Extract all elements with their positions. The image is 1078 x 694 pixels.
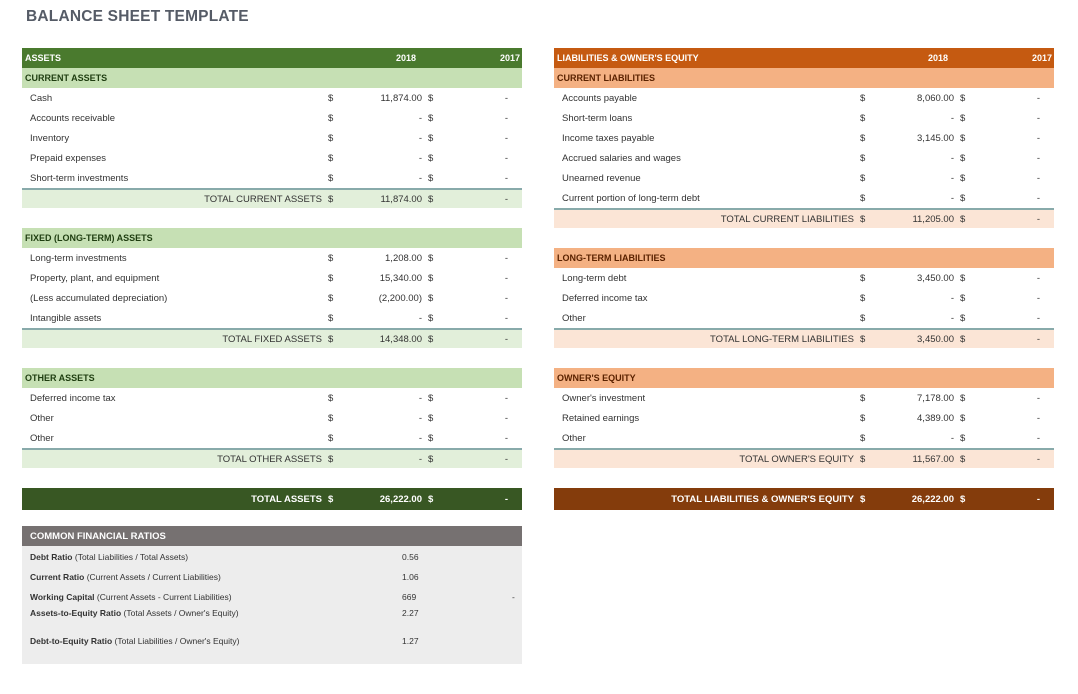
line-item-row: [22, 148, 522, 168]
spacer: [22, 208, 522, 228]
ratio-name: Current Ratio: [30, 572, 85, 582]
total-row: [554, 448, 1054, 468]
line-item-label: Long-term debt: [562, 272, 627, 284]
total-label: TOTAL CURRENT ASSETS: [204, 193, 322, 205]
total-row: [22, 448, 522, 468]
value-2017-cell[interactable]: -: [1036, 412, 1040, 424]
value-2018-cell[interactable]: -: [950, 192, 954, 204]
total-row: [22, 328, 522, 348]
ratio-name: Debt Ratio: [30, 552, 73, 562]
value-2017-cell[interactable]: -: [504, 272, 508, 284]
value-2017-cell[interactable]: -: [1036, 292, 1040, 304]
liabilities-header: LIABILITIES & OWNER'S EQUITY: [557, 53, 699, 63]
currency-symbol: $: [960, 272, 966, 284]
line-item-row: [554, 88, 1054, 108]
total-label: TOTAL LONG-TERM LIABILITIES: [710, 333, 854, 345]
value-2018-cell[interactable]: -: [950, 172, 954, 184]
value-2017-cell[interactable]: -: [1036, 112, 1040, 124]
financial-ratios-panel: [22, 526, 522, 664]
line-item-label: Intangible assets: [30, 312, 102, 324]
currency-symbol: $: [428, 193, 434, 205]
ratio-row: [30, 592, 232, 602]
currency-symbol: $: [428, 312, 434, 324]
ratio-formula: (Current Assets - Current Liabilities): [96, 592, 232, 602]
section-header: [554, 68, 1054, 88]
total-label: TOTAL OTHER ASSETS: [217, 453, 322, 465]
total-value-2018[interactable]: 3,450.00: [917, 333, 954, 345]
line-item-row: [22, 428, 522, 448]
fixed-assets-rows: [22, 248, 522, 328]
total-label: TOTAL FIXED ASSETS: [222, 333, 322, 345]
currency-symbol: $: [328, 292, 334, 304]
line-item-label: Other: [30, 432, 54, 444]
line-item-row: [554, 148, 1054, 168]
line-item-row: [554, 408, 1054, 428]
assets-header: ASSETS: [25, 53, 62, 63]
total-value-2018[interactable]: 11,874.00: [380, 193, 422, 205]
value-2018-cell[interactable]: 15,340.00: [379, 272, 422, 284]
line-item-row: [22, 308, 522, 328]
value-2017-cell[interactable]: -: [1036, 172, 1040, 184]
currency-symbol: $: [328, 412, 334, 424]
currency-symbol: $: [960, 453, 966, 465]
currency-symbol: $: [860, 333, 866, 345]
currency-symbol: $: [328, 432, 334, 444]
value-2018-cell[interactable]: -: [950, 432, 954, 444]
line-item-label: Other: [30, 412, 54, 424]
grand-total-row: [22, 488, 522, 510]
currency-symbol: $: [428, 252, 434, 264]
total-row: [22, 188, 522, 208]
line-item-row: [554, 108, 1054, 128]
spacer: [22, 468, 522, 488]
value-2018-cell[interactable]: 11,874.00: [380, 92, 422, 104]
total-value-2018[interactable]: -: [418, 453, 422, 465]
currency-symbol: $: [860, 152, 866, 164]
value-2018-cell[interactable]: -: [418, 392, 422, 404]
currency-symbol: $: [428, 152, 434, 164]
currency-symbol: $: [860, 292, 866, 304]
currency-symbol: $: [328, 252, 334, 264]
year-2017-header: 2017: [499, 53, 520, 63]
ratio-formula: (Current Assets / Current Liabilities): [86, 572, 221, 582]
total-row: [554, 328, 1054, 348]
currency-symbol: $: [960, 172, 966, 184]
currency-symbol: $: [960, 493, 966, 505]
total-label: TOTAL OWNER'S EQUITY: [739, 453, 854, 465]
ratios-header: COMMON FINANCIAL RATIOS: [22, 526, 522, 546]
total-value-2018[interactable]: 11,567.00: [912, 453, 954, 465]
line-item-row: [554, 168, 1054, 188]
ratio-name: Assets-to-Equity Ratio: [30, 608, 122, 618]
value-2017-cell[interactable]: -: [504, 312, 508, 324]
currency-symbol: $: [860, 272, 866, 284]
liabilities-header-row: [554, 48, 1054, 68]
line-item-label: Long-term investments: [30, 252, 127, 264]
current-liabilities-rows: [554, 88, 1054, 208]
value-2017-cell[interactable]: -: [1036, 272, 1040, 284]
currency-symbol: $: [428, 92, 434, 104]
grand-total-2017[interactable]: -: [504, 493, 508, 505]
currency-symbol: $: [960, 132, 966, 144]
line-item-label: Inventory: [30, 132, 70, 144]
value-2017-cell[interactable]: -: [504, 132, 508, 144]
currency-symbol: $: [860, 112, 866, 124]
ratio-row: [30, 608, 239, 618]
currency-symbol: $: [328, 333, 334, 345]
grand-total-2018[interactable]: 26,222.00: [379, 493, 422, 505]
line-item-label: Accounts receivable: [30, 112, 116, 124]
value-2017-cell[interactable]: -: [504, 412, 508, 424]
currency-symbol: $: [328, 152, 334, 164]
currency-symbol: $: [328, 193, 334, 205]
line-item-row: [554, 128, 1054, 148]
line-item-label: Current portion of long-term debt: [562, 192, 700, 204]
currency-symbol: $: [428, 272, 434, 284]
currency-symbol: $: [428, 172, 434, 184]
ratio-formula: (Total Assets / Owner's Equity): [123, 608, 239, 618]
line-item-row: [554, 188, 1054, 208]
longterm-liabilities-title: LONG-TERM LIABILITIES: [557, 253, 666, 263]
value-2018-cell[interactable]: -: [418, 112, 422, 124]
line-item-row: [22, 108, 522, 128]
line-item-row: [22, 248, 522, 268]
value-2017-cell[interactable]: -: [1036, 152, 1040, 164]
value-2017-cell[interactable]: -: [1036, 432, 1040, 444]
line-item-label: Other: [562, 432, 586, 444]
other-assets-rows: [22, 388, 522, 448]
year-2018-header: 2018: [396, 53, 417, 63]
currency-symbol: $: [328, 112, 334, 124]
currency-symbol: $: [328, 272, 334, 284]
value-2017-cell[interactable]: -: [1036, 192, 1040, 204]
currency-symbol: $: [960, 192, 966, 204]
currency-symbol: $: [960, 152, 966, 164]
line-item-label: Deferred income tax: [562, 292, 648, 304]
ratio-row: [30, 572, 221, 582]
total-row: [554, 208, 1054, 228]
currency-symbol: $: [328, 392, 334, 404]
section-header: [22, 228, 522, 248]
year-2017-header: 2017: [1031, 53, 1052, 63]
currency-symbol: $: [860, 392, 866, 404]
assets-header-row: [22, 48, 522, 68]
ratio-value[interactable]: 669: [402, 592, 417, 602]
currency-symbol: $: [328, 92, 334, 104]
owners-equity-rows: [554, 388, 1054, 448]
value-2017-cell[interactable]: -: [1036, 312, 1040, 324]
currency-symbol: $: [428, 493, 434, 505]
line-item-row: [554, 288, 1054, 308]
currency-symbol: $: [428, 412, 434, 424]
value-2018-cell[interactable]: -: [950, 152, 954, 164]
currency-symbol: $: [860, 92, 866, 104]
currency-symbol: $: [860, 493, 866, 505]
section-header: [554, 368, 1054, 388]
longterm-liabilities-rows: [554, 268, 1054, 328]
total-value-2017[interactable]: -: [1036, 453, 1040, 465]
liabilities-panel: [554, 48, 1054, 510]
year-2018-header: 2018: [928, 53, 949, 63]
value-2018-cell[interactable]: -: [418, 172, 422, 184]
ratio-formula: (Total Liabilities / Total Assets): [74, 552, 189, 562]
spacer: [554, 468, 1054, 488]
currency-symbol: $: [328, 312, 334, 324]
value-2018-cell[interactable]: -: [418, 152, 422, 164]
line-item-row: [22, 168, 522, 188]
currency-symbol: $: [960, 92, 966, 104]
total-value-2017[interactable]: -: [504, 193, 508, 205]
currency-symbol: $: [960, 333, 966, 345]
line-item-row: [22, 288, 522, 308]
line-item-label: Income taxes payable: [562, 132, 655, 144]
ratio-row: [30, 552, 188, 562]
page-title: BALANCE SHEET TEMPLATE: [26, 8, 249, 25]
currency-symbol: $: [960, 312, 966, 324]
currency-symbol: $: [960, 292, 966, 304]
ratio-name: Working Capital: [30, 592, 95, 602]
ratio-value[interactable]: 1.06: [402, 572, 419, 582]
value-2018-cell[interactable]: 7,178.00: [917, 392, 954, 404]
line-item-label: Prepaid expenses: [30, 152, 107, 164]
assets-panel: [22, 48, 522, 510]
value-2017-cell[interactable]: -: [504, 252, 508, 264]
line-item-row: [22, 388, 522, 408]
line-item-label: Accrued salaries and wages: [562, 152, 681, 164]
currency-symbol: $: [428, 292, 434, 304]
line-item-label: Retained earnings: [562, 412, 640, 424]
value-2017-cell[interactable]: -: [504, 392, 508, 404]
line-item-label: Cash: [30, 92, 53, 104]
line-item-row: [554, 388, 1054, 408]
line-item-label: Property, plant, and equipment: [30, 272, 160, 284]
value-2017-cell[interactable]: -: [504, 292, 508, 304]
value-2018-cell[interactable]: -: [950, 112, 954, 124]
line-item-label: Short-term loans: [562, 112, 633, 124]
total-value-2017[interactable]: -: [1036, 213, 1040, 225]
section-header: [22, 68, 522, 88]
line-item-row: [554, 428, 1054, 448]
total-value-2017[interactable]: -: [504, 333, 508, 345]
current-assets-title: CURRENT ASSETS: [25, 73, 108, 83]
value-2018-cell[interactable]: 8,060.00: [917, 92, 954, 104]
grand-total-label: TOTAL ASSETS: [251, 493, 322, 505]
value-2017-cell[interactable]: -: [504, 112, 508, 124]
value-2017-cell[interactable]: -: [1036, 132, 1040, 144]
grand-total-2017[interactable]: -: [1036, 493, 1040, 505]
currency-symbol: $: [428, 453, 434, 465]
line-item-label: Owner's investment: [562, 392, 646, 404]
currency-symbol: $: [960, 213, 966, 225]
ratio-value[interactable]: 1.27: [402, 636, 419, 646]
value-2018-cell[interactable]: 3,450.00: [917, 272, 954, 284]
section-header: [554, 248, 1054, 268]
total-value-2018[interactable]: 14,348.00: [379, 333, 422, 345]
value-2017-cell[interactable]: -: [1036, 392, 1040, 404]
ratio-extra: -: [512, 592, 515, 602]
line-item-row: [22, 88, 522, 108]
value-2017-cell[interactable]: -: [504, 152, 508, 164]
value-2018-cell[interactable]: (2,200.00): [378, 292, 422, 304]
currency-symbol: $: [960, 412, 966, 424]
section-header: [22, 368, 522, 388]
grand-total-label: TOTAL LIABILITIES & OWNER'S EQUITY: [671, 493, 854, 505]
current-assets-rows: [22, 88, 522, 188]
currency-symbol: $: [428, 333, 434, 345]
value-2018-cell[interactable]: -: [418, 432, 422, 444]
value-2017-cell[interactable]: -: [504, 172, 508, 184]
spacer: [554, 348, 1054, 368]
total-value-2017[interactable]: -: [1036, 333, 1040, 345]
line-item-row: [554, 308, 1054, 328]
value-2018-cell[interactable]: -: [418, 312, 422, 324]
line-item-row: [22, 408, 522, 428]
line-item-label: Deferred income tax: [30, 392, 116, 404]
currency-symbol: $: [860, 172, 866, 184]
currency-symbol: $: [428, 112, 434, 124]
currency-symbol: $: [960, 432, 966, 444]
ratio-row: [30, 636, 239, 646]
currency-symbol: $: [428, 392, 434, 404]
currency-symbol: $: [428, 432, 434, 444]
currency-symbol: $: [960, 112, 966, 124]
currency-symbol: $: [860, 192, 866, 204]
current-liabilities-title: CURRENT LIABILITIES: [557, 73, 655, 83]
total-label: TOTAL CURRENT LIABILITIES: [720, 213, 854, 225]
ratio-name: Debt-to-Equity Ratio: [30, 636, 113, 646]
value-2018-cell[interactable]: -: [950, 292, 954, 304]
fixed-assets-title: FIXED (LONG-TERM) ASSETS: [25, 233, 153, 243]
ratio-value[interactable]: 0.56: [402, 552, 419, 562]
currency-symbol: $: [328, 132, 334, 144]
currency-symbol: $: [860, 132, 866, 144]
line-item-row: [22, 268, 522, 288]
currency-symbol: $: [860, 432, 866, 444]
value-2018-cell[interactable]: 4,389.00: [917, 412, 954, 424]
value-2018-cell[interactable]: 3,145.00: [917, 132, 954, 144]
line-item-label: Other: [562, 312, 586, 324]
currency-symbol: $: [860, 213, 866, 225]
ratio-formula: (Total Liabilities / Owner's Equity): [114, 636, 240, 646]
ratio-value[interactable]: 2.27: [402, 608, 419, 618]
owners-equity-title: OWNER'S EQUITY: [557, 373, 636, 383]
value-2017-cell[interactable]: -: [1036, 92, 1040, 104]
currency-symbol: $: [328, 453, 334, 465]
line-item-row: [22, 128, 522, 148]
line-item-row: [554, 268, 1054, 288]
spacer: [22, 348, 522, 368]
other-assets-title: OTHER ASSETS: [25, 373, 95, 383]
line-item-label: (Less accumulated depreciation): [30, 292, 168, 304]
value-2018-cell[interactable]: -: [418, 412, 422, 424]
line-item-label: Short-term investments: [30, 172, 129, 184]
line-item-label: Accounts payable: [562, 92, 637, 104]
value-2017-cell[interactable]: -: [504, 92, 508, 104]
value-2017-cell[interactable]: -: [504, 432, 508, 444]
total-value-2017[interactable]: -: [504, 453, 508, 465]
currency-symbol: $: [428, 132, 434, 144]
currency-symbol: $: [328, 493, 334, 505]
currency-symbol: $: [960, 392, 966, 404]
currency-symbol: $: [860, 312, 866, 324]
grand-total-2018[interactable]: 26,222.00: [911, 493, 954, 505]
value-2018-cell[interactable]: -: [418, 132, 422, 144]
value-2018-cell[interactable]: 1,208.00: [385, 252, 422, 264]
currency-symbol: $: [860, 453, 866, 465]
spacer: [554, 228, 1054, 248]
grand-total-row: [554, 488, 1054, 510]
currency-symbol: $: [860, 412, 866, 424]
value-2018-cell[interactable]: -: [950, 312, 954, 324]
line-item-label: Unearned revenue: [562, 172, 641, 184]
total-value-2018[interactable]: 11,205.00: [912, 213, 954, 225]
currency-symbol: $: [328, 172, 334, 184]
